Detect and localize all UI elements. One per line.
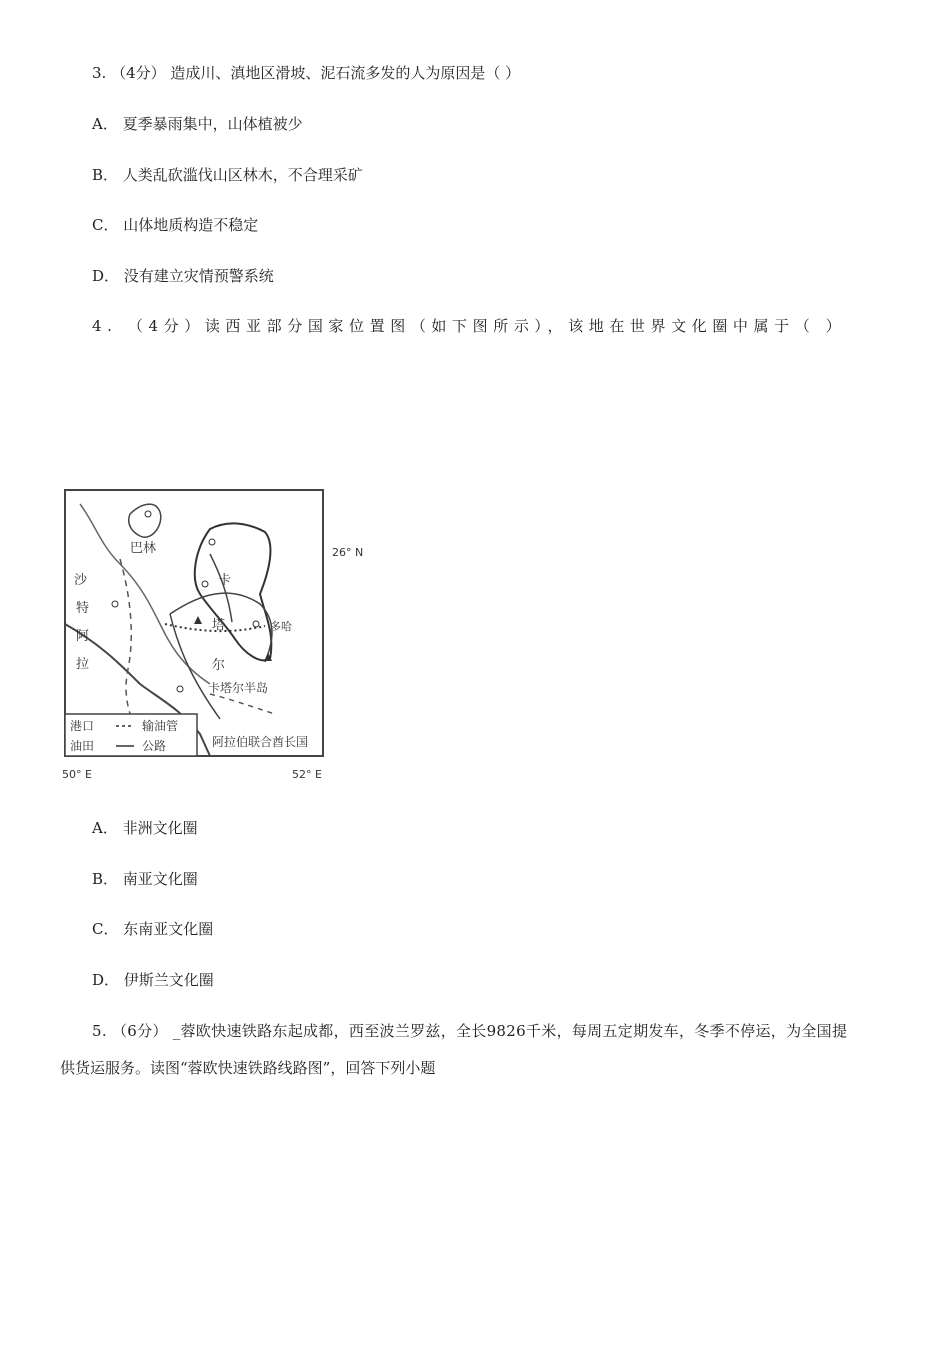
lon-left-label: 50° E: [62, 768, 92, 781]
q4-option-a[interactable]: A． 非洲文化圈: [92, 819, 198, 837]
port-marker: [253, 621, 259, 627]
legend-oilfield: 油田: [70, 739, 95, 753]
lon-right-label: 52° E: [292, 768, 322, 781]
legend-road: 公路: [142, 739, 167, 753]
label-doha: 多哈: [270, 620, 292, 633]
question-5-line-1: 5. （6分） _蓉欧快速铁路东起成都，西至波兰罗兹，全长9826千米，每周五定期发车，冬季不停运，为全国提: [92, 1022, 848, 1040]
label-uae: 阿拉伯联合酋长国: [212, 735, 309, 749]
q4-option-c[interactable]: C． 东南亚文化圈: [92, 920, 214, 938]
label-saudi-2: 特: [76, 601, 90, 616]
q4-option-d[interactable]: D． 伊斯兰文化圈: [92, 971, 214, 989]
label-qatar-1: 卡: [218, 573, 232, 588]
question-5-line-2: 供货运服务。读图“蓉欧快速铁路线路图”，回答下列小题: [60, 1059, 436, 1077]
label-qatar-3: 尔: [212, 658, 226, 673]
west-asia-map: [60, 484, 390, 784]
lat-label: 26° N: [332, 546, 364, 559]
q3-option-c[interactable]: C． 山体地质构造不稳定: [92, 216, 259, 234]
legend-port: 港口: [70, 719, 95, 733]
label-bahrain: 巴林: [130, 541, 157, 556]
legend-pipeline: 输油管: [142, 719, 179, 733]
q3-option-b[interactable]: B． 人类乱砍滥伐山区林木，不合理采矿: [92, 166, 363, 184]
question-4-stem: 4. （4分）读西亚部分国家位置图（如下图所示），该地在世界文化圈中属于（ ）: [92, 317, 847, 335]
question-3-stem: 3. （4分） 造成川、滇地区滑坡、泥石流多发的人为原因是（ ）: [92, 64, 521, 82]
port-marker: [209, 539, 215, 545]
port-marker: [202, 581, 208, 587]
port-marker: [112, 601, 118, 607]
label-qatar-2: 塔: [212, 618, 226, 633]
label-saudi-1: 沙: [74, 573, 88, 588]
port-marker: [145, 511, 151, 517]
q3-option-a[interactable]: A． 夏季暴雨集中，山体植被少: [92, 115, 303, 133]
label-saudi-4: 拉: [76, 657, 90, 672]
port-marker: [177, 686, 183, 692]
label-saudi-3: 阿: [76, 629, 90, 644]
q3-option-d[interactable]: D． 没有建立灾情预警系统: [92, 267, 274, 285]
q4-option-b[interactable]: B． 南亚文化圈: [92, 870, 198, 888]
label-peninsula: 卡塔尔半岛: [208, 681, 269, 695]
